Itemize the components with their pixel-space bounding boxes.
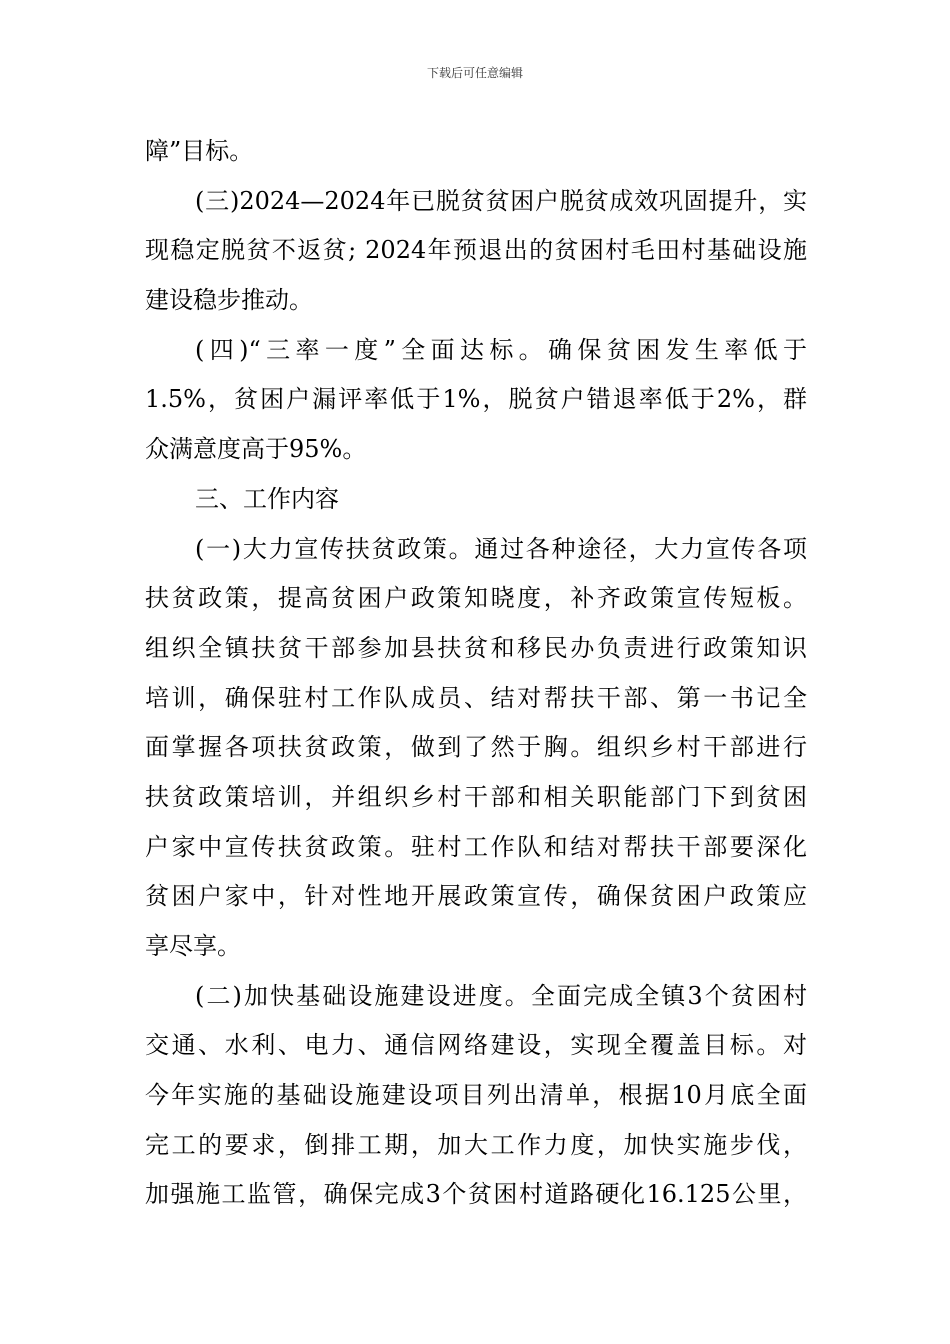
paragraph-line: 现稳定脱贫不返贫; 2024年预退出的贫困村毛田村基础设施 [145,236,807,265]
paragraph-line: 享尽享。 [145,932,241,960]
page-header: 下载后可任意编辑 [426,66,523,80]
paragraph-line: (四)“三率一度”全面达标。确保贫困发生率低于 [195,335,807,364]
paragraph-line: 完工的要求，倒排工期，加大工作力度，加快实施步伐， [145,1130,807,1159]
paragraph-line: (一)大力宣传扶贫政策。通过各种途径，大力宣传各项 [195,534,807,563]
paragraph-line: 1.5%，贫困户漏评率低于1%，脱贫户错退率低于2%，群 [145,385,807,414]
document-body [145,127,807,1220]
paragraph-line: (二)加快基础设施建设进度。全面完成全镇3个贫困村 [195,981,807,1010]
paragraph-line: 组织全镇扶贫干部参加县扶贫和移民办负责进行政策知识 [145,633,807,662]
paragraph-line: 培训，确保驻村工作队成员、结对帮扶干部、第一书记全 [145,683,807,712]
paragraph-line: 障”目标。 [145,137,254,165]
paragraph-line: 面掌握各项扶贫政策，做到了然于胸。组织乡村干部进行 [145,733,807,762]
paragraph-line: 今年实施的基础设施建设项目列出清单，根据10月底全面 [145,1081,807,1110]
paragraph-line: 建设稳步推动。 [145,286,313,315]
paragraph-line: 加强施工监管，确保完成3个贫困村道路硬化16.125公里， [145,1180,807,1209]
paragraph-line: 扶贫政策，提高贫困户政策知晓度，补齐政策宣传短板。 [145,584,807,613]
paragraph-line: 交通、水利、电力、通信网络建设，实现全覆盖目标。对 [145,1031,807,1060]
paragraph-line: 贫困户家中，针对性地开展政策宣传，确保贫困户政策应 [145,882,807,911]
paragraph-line: (三)2024—2024年已脱贫贫困户脱贫成效巩固提升，实 [195,186,807,215]
paragraph-line: 户家中宣传扶贫政策。驻村工作队和结对帮扶干部要深化 [145,832,807,861]
paragraph-line: 三、工作内容 [195,484,339,513]
paragraph-line: 众满意度高于95%。 [145,435,367,464]
paragraph-line: 扶贫政策培训，并组织乡村干部和相关职能部门下到贫困 [145,782,807,811]
